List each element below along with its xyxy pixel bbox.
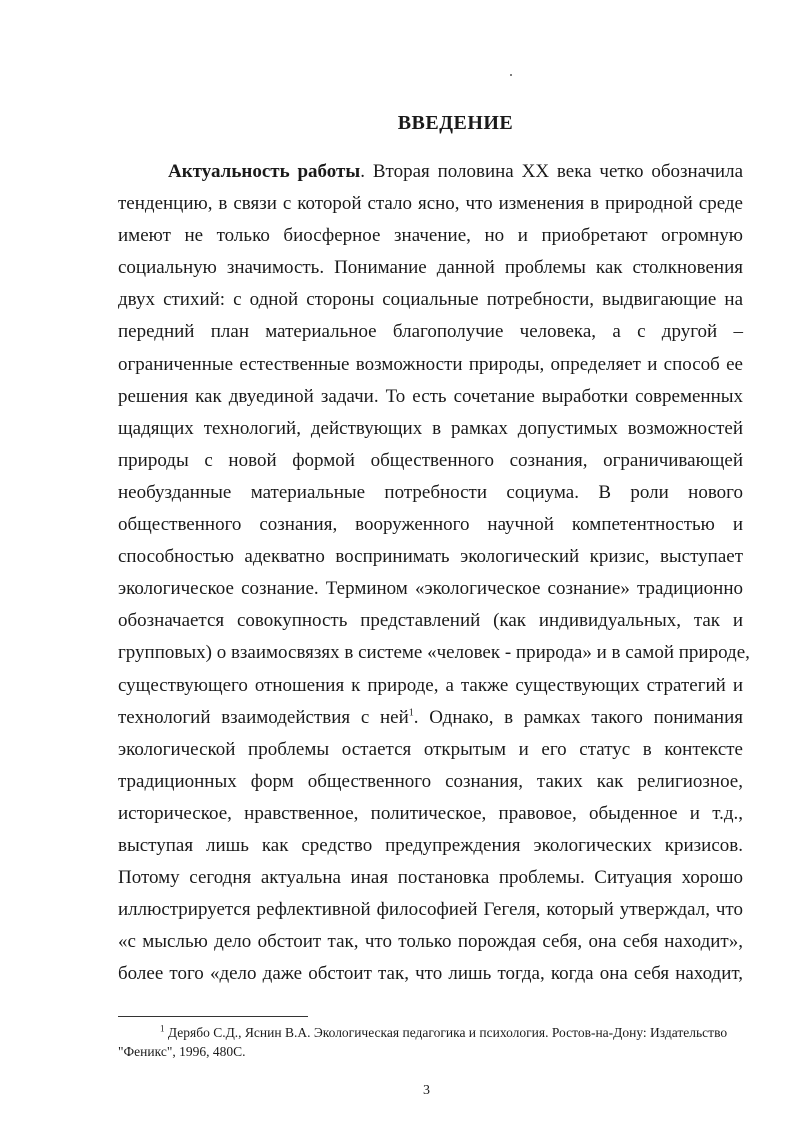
text-line: социальную значимость. Понимание данной проблемы как столкновения <box>118 257 743 279</box>
page-title: ВВЕДЕНИЕ <box>397 112 514 134</box>
footnote-line: $^1$ Дерябо С.Д., Яснин В.А. Экологическая педагогика и психология. Ростов-на-Дону: Издательство <box>160 1023 728 1040</box>
footnote-line: "Феникс", 1996, 480С. <box>118 1044 246 1059</box>
text-line: технологий взаимодействия с ней$^1$. Однако, в рамках такого понимания <box>118 706 743 728</box>
body-text <box>118 156 750 990</box>
text-line: двух стихий: с одной стороны социальные потребности, выдвигающие на <box>118 289 743 311</box>
footnote <box>118 1023 743 1061</box>
text-line: решения как двуединой задачи. То есть сочетание выработки современных <box>118 385 743 407</box>
scan-speck <box>510 74 512 76</box>
text-line: групповых) о взаимосвязях в системе «человек - природа» и в самой природе, <box>118 642 750 664</box>
text-line: необузданные материальные потребности социума. В роли нового <box>118 481 743 503</box>
text-line: историческое, нравственное, политическое, правовое, обыденное и т.д., <box>118 802 743 824</box>
text-line: природы с новой формой общественного сознания, ограничивающей <box>118 449 743 471</box>
text-line: щадящих технологий, действующих в рамках допустимых возможностей <box>118 417 743 439</box>
text-line: ограниченные естественные возможности природы, определяет и способ ее <box>118 353 743 375</box>
text-line: Актуальность работы. Вторая половина XX века четко обозначила <box>168 161 743 182</box>
text-line: передний план материальное благополучие человека, а с другой – <box>118 321 743 343</box>
lead-phrase: Актуальность работы <box>168 161 361 182</box>
footnote-ref: 1 <box>408 707 414 719</box>
text-line: экологической проблемы остается открытым и его статус в контексте <box>118 738 743 760</box>
text-line: Потому сегодня актуальна иная постановка проблемы. Ситуация хорошо <box>118 867 743 889</box>
text-line: «с мыслью дело обстоит так, что только порождая себя, она себя находит», <box>118 931 743 953</box>
text-line: существующего отношения к природе, а также существующих стратегий и <box>118 674 743 696</box>
text-line: экологическое сознание. Термином «экологическое сознание» традиционно <box>118 578 743 600</box>
text-line: имеют не только биосферное значение, но и приобретают огромную <box>118 225 743 247</box>
text-line: традиционных форм общественного сознания, таких как религиозное, <box>118 770 743 792</box>
text-line: обозначается совокупность представлений (как индивидуальных, так и <box>118 610 743 632</box>
text-line: выступая лишь как средство предупреждения экологических кризисов. <box>118 834 743 856</box>
text-line: иллюстрируется рефлективной философией Гегеля, который утверждал, что <box>118 899 743 921</box>
text-line: способностью адекватно воспринимать экологический кризис, выступает <box>118 546 743 568</box>
text-line: более того «дело даже обстоит так, что лишь тогда, когда она себя находит, <box>118 963 743 985</box>
text-line: тенденцию, в связи с которой стало ясно, что изменения в природной среде <box>118 193 743 215</box>
text-line: общественного сознания, вооруженного научной компетентностью и <box>118 514 743 536</box>
footnote-marker: 1 <box>160 1023 165 1034</box>
page-number: 3 <box>423 1083 430 1098</box>
footnote-divider <box>118 1016 308 1017</box>
